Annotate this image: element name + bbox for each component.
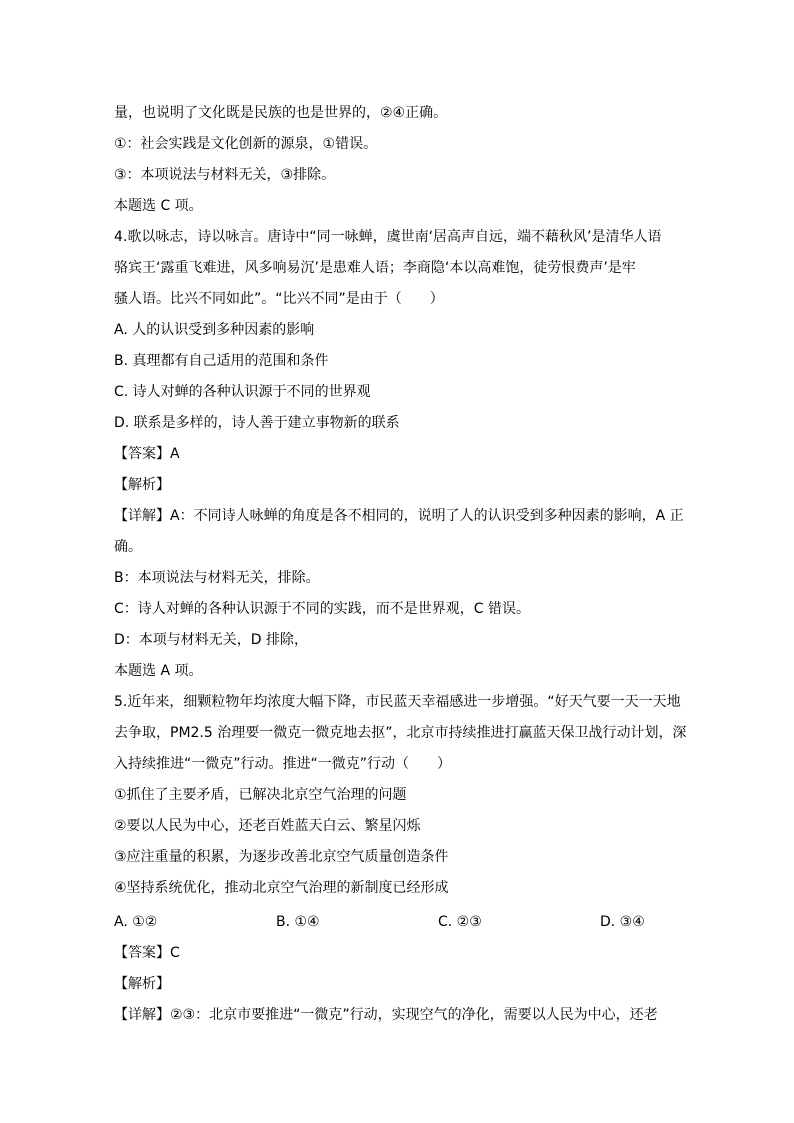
text-line: 本题选 A 项。 xyxy=(114,663,203,679)
question-4-option-b: B. 真理都有自己适用的范围和条件 xyxy=(114,353,329,369)
question-5-option-c: C. ②③ xyxy=(438,914,482,930)
analysis-label: 【解析】 xyxy=(114,477,170,493)
detail-explanation: 【详解】A：不同诗人咏蝉的角度是各不相同的，说明了人的认识受到多种因素的影响，A 正 xyxy=(114,508,684,524)
question-5-stem: 去争取，PM2.5 治理要一微克一微克地去抠”，北京市持续推进打赢蓝天保卫战行动计划，深 xyxy=(114,725,687,741)
text-line: C：诗人对蝉的各种认识源于不同的实践，而不是世界观，C 错误。 xyxy=(114,601,530,617)
question-5-stem: 5.近年来，细颗粒物年均浓度大幅下降，市民蓝天幸福感进一步增强。“好天气要一天一天地 xyxy=(114,694,681,710)
question-5-option-d: D. ③④ xyxy=(600,914,645,930)
detail-explanation: 【详解】②③：北京市要推进“一微克”行动，实现空气的净化，需要以人民为中心，还老 xyxy=(114,1007,658,1023)
question-4-option-d: D. 联系是多样的，诗人善于建立事物新的联系 xyxy=(114,415,400,431)
question-4-stem: 4.歌以咏志，诗以咏言。唐诗中“同一咏蝉，虞世南‘居高声自远，端不藉秋风’是清华人语 xyxy=(114,229,662,245)
answer-label: 【答案】C xyxy=(114,945,180,961)
question-4-option-a: A. 人的认识受到多种因素的影响 xyxy=(114,322,315,338)
detail-explanation: 确。 xyxy=(114,539,142,555)
text-line: B：本项说法与材料无关，排除。 xyxy=(114,570,320,586)
question-5-statement: ③应注重量的积累，为逐步改善北京空气质量创造条件 xyxy=(114,849,449,865)
analysis-label: 【解析】 xyxy=(114,976,170,992)
text-line: 量，也说明了文化既是民族的也是世界的，②④正确。 xyxy=(114,105,448,121)
question-5-option-b: B. ①④ xyxy=(276,914,320,930)
question-5-statement: ④坚持系统优化，推动北京空气治理的新制度已经形成 xyxy=(114,880,449,896)
text-line: 本题选 C 项。 xyxy=(114,198,203,214)
question-5-statement: ①抓住了主要矛盾，已解决北京空气治理的问题 xyxy=(114,787,407,803)
question-4-stem: 骚人语。比兴不同如此”。“比兴不同”是由于（ ） xyxy=(114,291,444,307)
question-4-stem: 骆宾王‘露重飞难进，风多响易沉’是患难人语；李商隐‘本以高难饱，徒劳恨费声’是牢 xyxy=(114,260,636,276)
text-line: ①：社会实践是文化创新的源泉，①错误。 xyxy=(114,136,378,152)
answer-label: 【答案】A xyxy=(114,446,180,462)
question-5-statement: ②要以人民为中心，还老百姓蓝天白云、繁星闪烁 xyxy=(114,818,421,834)
question-5-stem: 入持续推进“一微克”行动。推进“一微克”行动（ ） xyxy=(114,756,452,772)
text-line: ③：本项说法与材料无关，③排除。 xyxy=(114,167,336,183)
question-4-option-c: C. 诗人对蝉的各种认识源于不同的世界观 xyxy=(114,384,371,400)
text-line: D：本项与材料无关，D 排除， xyxy=(114,632,309,648)
question-5-option-a: A. ①② xyxy=(114,914,158,930)
